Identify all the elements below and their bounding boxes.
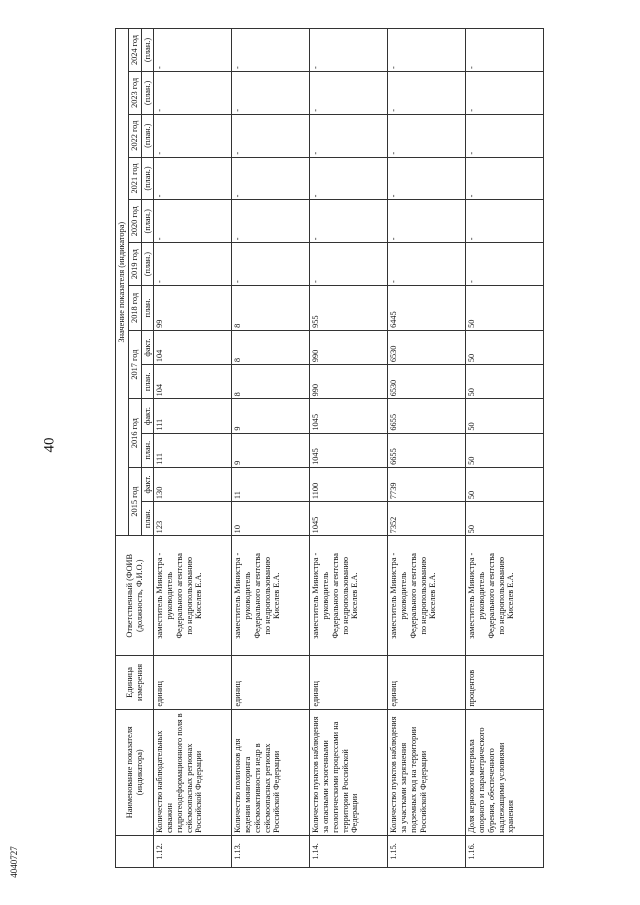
header-sub: факт. — [141, 330, 154, 364]
indicator-value: - — [232, 243, 310, 286]
indicator-value: 123 — [154, 502, 232, 536]
table-row — [466, 29, 544, 868]
indicator-value: - — [232, 200, 310, 243]
indicator-value: 1045 — [310, 433, 388, 467]
indicator-value: - — [310, 200, 388, 243]
header-sub: план. — [141, 502, 154, 536]
responsible-line: Киселев Е.А. — [506, 572, 516, 619]
indicator-value: 8 — [232, 365, 310, 399]
header-sub: план. — [141, 285, 154, 330]
indicator-value: 50 — [466, 433, 544, 467]
responsible-line: руководитель — [165, 571, 175, 620]
header-sub: факт. — [141, 399, 154, 433]
row-number: 1.12. — [154, 835, 232, 867]
header-unit: Единица измерения — [116, 656, 154, 710]
header-sub: (план.) — [141, 114, 154, 157]
document-id: 4040727 — [9, 846, 19, 878]
header-year: 2018 год — [128, 285, 141, 330]
rotated-table-container — [115, 28, 517, 868]
responsible-official — [154, 536, 232, 656]
indicator-value: - — [232, 157, 310, 200]
indicator-value: 990 — [310, 365, 388, 399]
indicator-value: - — [466, 157, 544, 200]
page-number: 40 — [41, 437, 58, 453]
indicator-value: 7739 — [388, 467, 466, 501]
responsible-line: руководитель — [477, 571, 487, 620]
responsible-line: Федерального агентства — [174, 553, 184, 639]
indicator-value: - — [232, 72, 310, 115]
indicator-value: 8 — [232, 285, 310, 330]
indicator-value: - — [466, 29, 544, 72]
header-num — [116, 835, 154, 867]
row-number: 1.14. — [310, 835, 388, 867]
indicator-value: - — [466, 200, 544, 243]
indicator-value: - — [388, 200, 466, 243]
responsible-official — [388, 536, 466, 656]
indicator-value: - — [310, 114, 388, 157]
indicator-value: 990 — [310, 330, 388, 364]
indicator-value: - — [388, 72, 466, 115]
unit-of-measure: процентов — [466, 656, 544, 710]
responsible-line: заместитель Министра - — [233, 552, 243, 639]
unit-of-measure: единиц — [388, 656, 466, 710]
responsible-line: Киселев Е.А. — [350, 572, 360, 619]
header-year: 2022 год — [128, 114, 141, 157]
indicator-value: 11 — [232, 467, 310, 501]
responsible-line: по недропользованию — [184, 556, 194, 635]
indicator-value: - — [388, 243, 466, 286]
indicator-value: 955 — [310, 285, 388, 330]
indicator-value: 50 — [466, 285, 544, 330]
header-year: 2019 год — [128, 243, 141, 286]
indicator-value: - — [154, 114, 232, 157]
responsible-line: по недропользованию — [340, 556, 350, 635]
indicator-value: 6655 — [388, 399, 466, 433]
responsible-line: Федерального агентства — [408, 553, 418, 639]
header-values-group: Значение показателя (индикатора) — [116, 29, 129, 536]
responsible-line: руководитель — [399, 571, 409, 620]
table-row — [154, 29, 232, 868]
indicator-value: - — [232, 29, 310, 72]
indicator-value: 9 — [232, 399, 310, 433]
header-year: 2016 год — [128, 399, 141, 467]
indicator-value: - — [466, 72, 544, 115]
header-name: Наименование показателя (индикатора) — [116, 709, 154, 835]
header-sub: (план.) — [141, 72, 154, 115]
table-row — [388, 29, 466, 868]
indicator-value: 10 — [232, 502, 310, 536]
header-year: 2023 год — [128, 72, 141, 115]
responsible-official — [232, 536, 310, 656]
responsible-line: по недропользованию — [262, 556, 272, 635]
indicator-value: - — [154, 200, 232, 243]
responsible-line: руководитель — [243, 571, 253, 620]
responsible-line: заместитель Министра - — [155, 552, 165, 639]
indicator-name: Количество пунктов наблюдения за опасными экзогенными геологическими процессами на территории Российской Федерации — [310, 709, 388, 835]
responsible-line: Киселев Е.А. — [272, 572, 282, 619]
header-year: 2020 год — [128, 200, 141, 243]
header-sub: план. — [141, 433, 154, 467]
responsible-line: по недропользованию — [496, 556, 506, 635]
indicator-name: Количество наблюдательных скважин гидрогеодеформационного поля в сейсмоопасных регионах Российской Федерации — [154, 709, 232, 835]
indicator-value: - — [310, 29, 388, 72]
indicator-value: 50 — [466, 502, 544, 536]
indicators-table — [115, 28, 544, 868]
indicator-name: Количество полигонов для ведения мониторинга сейсмоактивности недр в сейсмоопасных регионах Российской Федерации — [232, 709, 310, 835]
header-sub: (план.) — [141, 243, 154, 286]
indicator-value: 8 — [232, 330, 310, 364]
header-sub: факт. — [141, 467, 154, 501]
table-row — [310, 29, 388, 868]
indicator-value: 104 — [154, 365, 232, 399]
indicator-value: - — [310, 72, 388, 115]
indicator-value: 99 — [154, 285, 232, 330]
indicator-value: - — [388, 29, 466, 72]
indicator-value: 111 — [154, 399, 232, 433]
indicator-value: 130 — [154, 467, 232, 501]
indicator-value: 9 — [232, 433, 310, 467]
header-sub: (план.) — [141, 200, 154, 243]
indicator-value: 6530 — [388, 330, 466, 364]
row-number: 1.13. — [232, 835, 310, 867]
table-body — [154, 29, 544, 868]
header-year: 2024 год — [128, 29, 141, 72]
indicator-value: 6445 — [388, 285, 466, 330]
responsible-line: заместитель Министра - — [467, 552, 477, 639]
indicator-value: - — [232, 114, 310, 157]
indicator-value: - — [466, 114, 544, 157]
header-sub: (план.) — [141, 157, 154, 200]
indicator-value: 1045 — [310, 399, 388, 433]
indicator-value: 50 — [466, 399, 544, 433]
indicator-value: 1045 — [310, 502, 388, 536]
unit-of-measure: единиц — [232, 656, 310, 710]
responsible-line: Киселев Е.А. — [194, 572, 204, 619]
responsible-line: Федерального агентства — [330, 553, 340, 639]
header-year: 2021 год — [128, 157, 141, 200]
header-year: 2017 год — [128, 330, 141, 398]
row-number: 1.16. — [466, 835, 544, 867]
indicator-value: 6655 — [388, 433, 466, 467]
indicator-value: - — [154, 243, 232, 286]
responsible-line: заместитель Министра - — [389, 552, 399, 639]
table-row — [232, 29, 310, 868]
indicator-name: Количество пунктов наблюдения за участками загрязнения подземных вод на территории Российской Федерации — [388, 709, 466, 835]
header-year: 2015 год — [128, 467, 141, 535]
indicator-value: 50 — [466, 467, 544, 501]
indicator-value: 7352 — [388, 502, 466, 536]
indicator-value: 50 — [466, 330, 544, 364]
responsible-line: по недропользованию — [418, 556, 428, 635]
header-sub: план. — [141, 365, 154, 399]
indicator-value: 50 — [466, 365, 544, 399]
indicator-value: - — [154, 72, 232, 115]
indicator-value: - — [388, 114, 466, 157]
responsible-line: руководитель — [321, 571, 331, 620]
responsible-line: Киселев Е.А. — [428, 572, 438, 619]
indicator-value: - — [310, 157, 388, 200]
responsible-line: Федерального агентства — [486, 553, 496, 639]
indicator-value: 1100 — [310, 467, 388, 501]
indicator-value: - — [466, 243, 544, 286]
indicator-value: 104 — [154, 330, 232, 364]
responsible-official — [310, 536, 388, 656]
unit-of-measure: единиц — [154, 656, 232, 710]
header-responsible: Ответственный (ФОИВ (должность, Ф.И.О.) — [116, 536, 154, 656]
indicator-value: - — [154, 157, 232, 200]
indicator-value: - — [310, 243, 388, 286]
responsible-line: Федерального агентства — [252, 553, 262, 639]
indicator-value: 111 — [154, 433, 232, 467]
responsible-official — [466, 536, 544, 656]
unit-of-measure: единиц — [310, 656, 388, 710]
row-number: 1.15. — [388, 835, 466, 867]
indicator-name: Доля кернового материала опорного и параметрического бурения, обеспеченного надлежащими условиями хранения — [466, 709, 544, 835]
indicator-value: - — [388, 157, 466, 200]
indicator-value: 6530 — [388, 365, 466, 399]
responsible-line: заместитель Министра - — [311, 552, 321, 639]
indicator-value: - — [154, 29, 232, 72]
header-sub: (план.) — [141, 29, 154, 72]
